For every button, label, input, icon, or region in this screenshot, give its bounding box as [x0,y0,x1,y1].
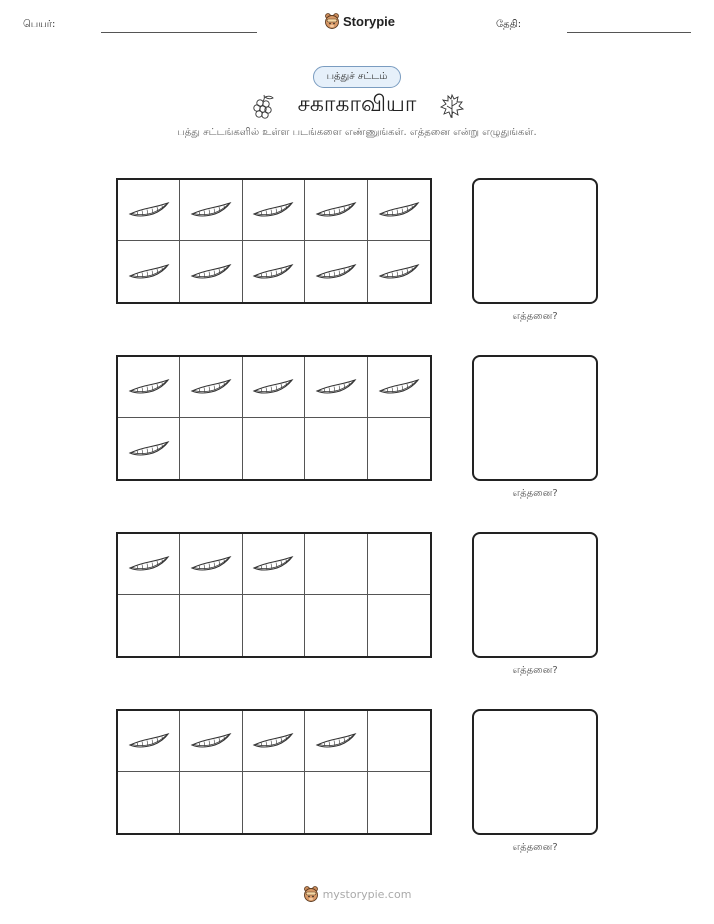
answer-box-2[interactable] [472,355,598,481]
date-label: தேதி: [496,19,522,30]
worksheet-title: சகாகாவியா [297,92,417,117]
canoe-icon [377,374,421,400]
canoe-icon [377,197,421,223]
frame-cell [305,772,367,833]
instructions-text: பத்து சட்டங்களில் உள்ள படங்களை எண்ணுங்கள். எத்தனை என்று எழுதுங்கள். [177,127,537,138]
frame-cell [305,357,367,418]
frame-cell [368,711,430,772]
frame-cell [243,241,305,302]
frame-cell [368,418,430,479]
how-many-label-3: எத்தனை? [512,665,558,676]
frame-cell [180,418,242,479]
canoe-icon [314,728,358,754]
canoe-icon [189,728,233,754]
canoe-icon [314,374,358,400]
topic-badge: பத்துச் சட்டம் [313,66,401,88]
answer-box-3[interactable] [472,532,598,658]
canoe-icon [127,728,171,754]
frame-cell [305,241,367,302]
leaf-icon [438,92,466,120]
frame-cell [118,595,180,656]
canoe-icon [251,374,295,400]
canoe-icon [314,259,358,285]
frame-cell [180,180,242,241]
frame-cell [368,180,430,241]
frame-cell [368,595,430,656]
canoe-icon [314,197,358,223]
how-many-label-4: எத்தனை? [512,842,558,853]
answer-box-1[interactable] [472,178,598,304]
canoe-icon [127,259,171,285]
frame-cell [243,595,305,656]
ten-frame-1 [116,178,432,304]
frame-cell [368,772,430,833]
canoe-icon [127,197,171,223]
canoe-icon [189,374,233,400]
frame-cell [118,772,180,833]
bear-mascot-icon [303,885,319,903]
canoe-icon [251,259,295,285]
name-label: பெயர்: [23,19,56,30]
frame-cell [118,180,180,241]
ten-frame-2 [116,355,432,481]
frame-cell [243,711,305,772]
frame-cell [243,772,305,833]
how-many-label-1: எத்தனை? [512,311,558,322]
frame-cell [305,418,367,479]
frame-cell [305,595,367,656]
brand-logo [324,12,395,30]
canoe-icon [251,551,295,577]
bear-mascot-icon [324,12,340,30]
footer-url[interactable]: mystorypie.com [322,887,412,901]
frame-cell [243,534,305,595]
brand-name: Storypie [343,13,396,29]
frame-cell [118,241,180,302]
frame-cell [305,180,367,241]
canoe-icon [127,551,171,577]
canoe-icon [251,728,295,754]
canoe-icon [189,197,233,223]
date-field[interactable] [567,32,691,33]
frame-cell [368,241,430,302]
frame-cell [368,534,430,595]
canoe-icon [189,551,233,577]
frame-cell [180,711,242,772]
ten-frame-4 [116,709,432,835]
answer-box-4[interactable] [472,709,598,835]
canoe-icon [189,259,233,285]
frame-cell [243,418,305,479]
frame-cell [118,357,180,418]
how-many-label-2: எத்தனை? [512,488,558,499]
frame-cell [305,711,367,772]
canoe-icon [127,436,171,462]
frame-cell [243,180,305,241]
frame-cell [368,357,430,418]
canoe-icon [127,374,171,400]
frame-cell [180,772,242,833]
frame-cell [305,534,367,595]
frame-cell [180,357,242,418]
name-field[interactable] [101,32,257,33]
frame-cell [180,534,242,595]
canoe-icon [377,259,421,285]
frame-cell [118,534,180,595]
frame-cell [243,357,305,418]
frame-cell [118,711,180,772]
frame-cell [180,241,242,302]
frame-cell [180,595,242,656]
canoe-icon [251,197,295,223]
frame-cell [118,418,180,479]
footer [0,885,714,903]
ten-frame-3 [116,532,432,658]
